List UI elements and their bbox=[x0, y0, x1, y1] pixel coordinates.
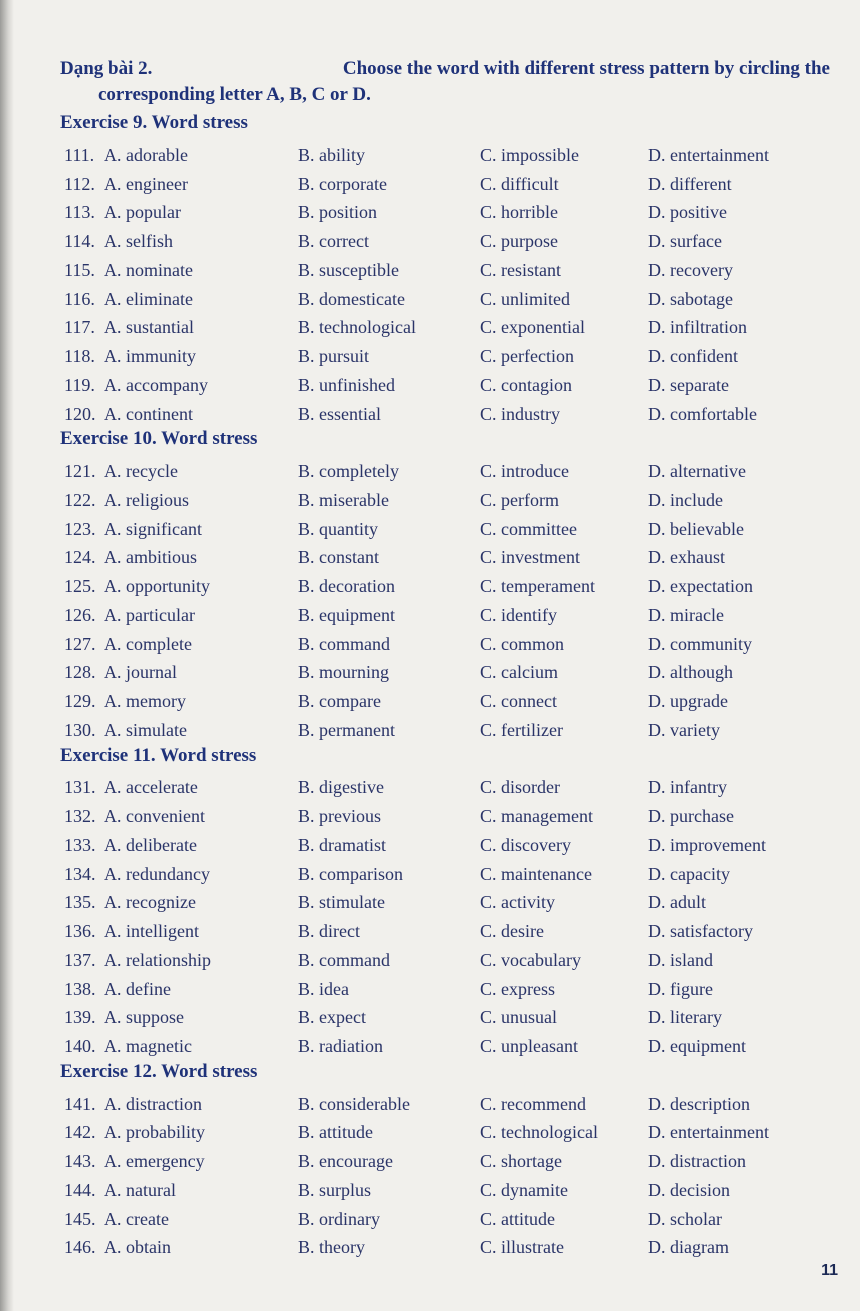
option-c[interactable]: C. unusual bbox=[480, 1007, 558, 1028]
option-b[interactable]: B. expect bbox=[298, 1007, 366, 1028]
option-a[interactable]: A. accompany bbox=[104, 374, 208, 395]
option-b[interactable]: B. pursuit bbox=[298, 346, 370, 366]
option-d[interactable]: D. believable bbox=[648, 518, 744, 539]
option-a[interactable]: A. adorable bbox=[104, 144, 188, 165]
option-b[interactable]: B. previous bbox=[298, 806, 381, 826]
question-number: 136. bbox=[64, 921, 96, 941]
option-d[interactable]: D. exhaust bbox=[648, 547, 725, 568]
option-c[interactable]: C. difficult bbox=[480, 173, 559, 194]
option-c[interactable]: C. industry bbox=[480, 403, 561, 424]
option-a[interactable]: A. engineer bbox=[104, 173, 188, 194]
question-row bbox=[64, 888, 834, 916]
option-c[interactable]: C. vocabulary bbox=[480, 949, 581, 970]
option-c[interactable]: C. management bbox=[480, 806, 593, 826]
option-c[interactable]: C. unpleasant bbox=[480, 1036, 578, 1056]
question-row bbox=[64, 543, 834, 571]
question-row bbox=[64, 256, 834, 284]
question-row bbox=[64, 198, 834, 226]
option-c[interactable]: C. technological bbox=[480, 1122, 598, 1143]
option-c[interactable]: C. unlimited bbox=[480, 288, 570, 309]
option-b[interactable]: B. domesticate bbox=[298, 288, 405, 309]
question-number: 129. bbox=[64, 691, 96, 711]
option-b[interactable]: B. unfinished bbox=[298, 374, 395, 395]
option-b[interactable]: B. decoration bbox=[298, 576, 395, 596]
option-b[interactable]: B. theory bbox=[298, 1237, 365, 1258]
question-row bbox=[64, 1233, 834, 1261]
question-row bbox=[64, 400, 834, 428]
option-d[interactable]: D. sabotage bbox=[648, 288, 733, 309]
task-instruction-line2: corresponding letter A, B, C or D. bbox=[98, 84, 371, 105]
question-row bbox=[64, 1147, 834, 1175]
option-d[interactable]: D. upgrade bbox=[648, 691, 728, 711]
question-number: 144. bbox=[64, 1179, 96, 1200]
option-b[interactable]: B. attitude bbox=[298, 1122, 373, 1143]
question-number: 111. bbox=[64, 144, 95, 165]
option-b[interactable]: B. ordinary bbox=[298, 1208, 380, 1229]
option-b[interactable]: B. essential bbox=[298, 403, 381, 424]
option-d[interactable]: D. decision bbox=[648, 1179, 730, 1200]
option-d[interactable]: D. different bbox=[648, 173, 732, 194]
option-c[interactable]: C. attitude bbox=[480, 1208, 555, 1229]
question-number: 113. bbox=[64, 202, 95, 223]
option-a[interactable]: A. nominate bbox=[104, 259, 193, 280]
option-b[interactable]: B. radiation bbox=[298, 1036, 383, 1056]
option-d[interactable]: D. adult bbox=[648, 892, 706, 913]
option-a[interactable]: A. simulate bbox=[104, 719, 187, 740]
option-a[interactable]: A. obtain bbox=[104, 1237, 171, 1258]
option-a[interactable]: A. create bbox=[104, 1208, 169, 1229]
option-b[interactable]: B. position bbox=[298, 202, 378, 223]
option-a[interactable]: A. significant bbox=[104, 518, 202, 539]
exercise-title: Exercise 12. Word stress bbox=[60, 1060, 258, 1082]
option-a[interactable]: A. relationship bbox=[104, 949, 211, 970]
option-b[interactable]: B. considerable bbox=[298, 1093, 410, 1114]
option-b[interactable]: B. mourning bbox=[298, 662, 390, 683]
question-row bbox=[64, 1003, 834, 1031]
option-a[interactable]: A. define bbox=[104, 978, 171, 999]
option-a[interactable]: A. probability bbox=[104, 1122, 205, 1143]
question-row bbox=[64, 831, 834, 859]
question-number: 131. bbox=[64, 777, 96, 798]
option-c[interactable]: C. common bbox=[480, 633, 564, 654]
option-a[interactable]: A. redundancy bbox=[104, 863, 210, 884]
option-b[interactable]: B. compare bbox=[298, 691, 381, 711]
option-c[interactable]: C. committee bbox=[480, 518, 577, 539]
option-c[interactable]: C. identify bbox=[480, 604, 557, 625]
option-b[interactable]: B. susceptible bbox=[298, 259, 399, 280]
option-d[interactable]: D. surface bbox=[648, 231, 722, 251]
question-number: 145. bbox=[64, 1208, 96, 1229]
question-number: 124. bbox=[64, 547, 96, 568]
question-row bbox=[64, 716, 834, 744]
question-row bbox=[64, 227, 834, 255]
book-binding-shadow bbox=[0, 0, 14, 1311]
option-d[interactable]: D. separate bbox=[648, 374, 729, 395]
option-a[interactable]: A. selfish bbox=[104, 231, 173, 251]
option-b[interactable]: B. completely bbox=[298, 461, 399, 481]
option-d[interactable]: D. figure bbox=[648, 978, 713, 999]
option-d[interactable]: D. alternative bbox=[648, 461, 746, 481]
option-c[interactable]: C. horrible bbox=[480, 202, 558, 223]
option-a[interactable]: A. eliminate bbox=[104, 288, 193, 309]
option-b[interactable]: B. direct bbox=[298, 921, 360, 941]
option-a[interactable]: A. ambitious bbox=[104, 547, 197, 568]
option-b[interactable]: B. correct bbox=[298, 231, 369, 251]
option-a[interactable]: A. immunity bbox=[104, 346, 197, 366]
option-a[interactable]: A. natural bbox=[104, 1179, 176, 1200]
question-number: 135. bbox=[64, 892, 96, 913]
option-a[interactable]: A. recognize bbox=[104, 892, 196, 913]
option-a[interactable]: A. recycle bbox=[104, 461, 178, 481]
option-c[interactable]: C. maintenance bbox=[480, 863, 592, 884]
option-d[interactable]: D. literary bbox=[648, 1007, 722, 1028]
option-c[interactable]: C. impossible bbox=[480, 144, 580, 165]
option-b[interactable]: B. digestive bbox=[298, 777, 384, 798]
option-c[interactable]: C. purpose bbox=[480, 231, 558, 251]
option-b[interactable]: B. equipment bbox=[298, 604, 395, 625]
option-d[interactable]: D. include bbox=[648, 489, 723, 510]
question-row bbox=[64, 457, 834, 485]
question-number: 122. bbox=[64, 489, 96, 510]
option-d[interactable]: D. capacity bbox=[648, 863, 730, 884]
option-a[interactable]: A. journal bbox=[104, 662, 177, 683]
question-number: 128. bbox=[64, 662, 96, 683]
option-c[interactable]: C. desire bbox=[480, 921, 544, 941]
option-a[interactable]: A. opportunity bbox=[104, 576, 210, 596]
question-number: 119. bbox=[64, 374, 95, 395]
question-number: 118. bbox=[64, 346, 95, 366]
option-b[interactable]: B. encourage bbox=[298, 1151, 393, 1171]
option-b[interactable]: B. ability bbox=[298, 144, 365, 165]
option-b[interactable]: B. surplus bbox=[298, 1179, 372, 1200]
exercise-title: Exercise 9. Word stress bbox=[60, 112, 248, 133]
question-row bbox=[64, 170, 834, 198]
question-number: 143. bbox=[64, 1151, 96, 1171]
option-c[interactable]: C. recommend bbox=[480, 1093, 586, 1114]
option-b[interactable]: B. command bbox=[298, 633, 390, 654]
option-d[interactable]: D. recovery bbox=[648, 259, 733, 280]
option-d[interactable]: D. scholar bbox=[648, 1208, 722, 1229]
option-d[interactable]: D. expectation bbox=[648, 576, 753, 596]
option-a[interactable]: A. memory bbox=[104, 691, 186, 711]
option-d[interactable]: D. distraction bbox=[648, 1151, 746, 1171]
question-row bbox=[64, 1090, 834, 1118]
option-d[interactable]: D. confident bbox=[648, 346, 738, 366]
option-d[interactable]: D. infantry bbox=[648, 777, 727, 798]
question-row bbox=[64, 285, 834, 313]
question-row bbox=[64, 141, 834, 169]
option-b[interactable]: B. technological bbox=[298, 317, 416, 338]
option-b[interactable]: B. permanent bbox=[298, 719, 395, 740]
option-a[interactable]: A. distraction bbox=[104, 1093, 202, 1114]
option-a[interactable]: A. religious bbox=[104, 489, 189, 510]
option-c[interactable]: C. dynamite bbox=[480, 1179, 568, 1200]
option-b[interactable]: B. idea bbox=[298, 978, 349, 999]
option-c[interactable]: C. express bbox=[480, 978, 555, 999]
question-row bbox=[64, 917, 834, 945]
option-c[interactable]: C. illustrate bbox=[480, 1237, 564, 1258]
option-d[interactable]: D. infiltration bbox=[648, 317, 747, 338]
option-b[interactable]: B. command bbox=[298, 949, 390, 970]
question-row bbox=[64, 630, 834, 658]
question-row bbox=[64, 371, 834, 399]
option-c[interactable]: C. shortage bbox=[480, 1151, 562, 1171]
question-number: 114. bbox=[64, 231, 95, 251]
question-row bbox=[64, 342, 834, 370]
option-c[interactable]: C. exponential bbox=[480, 317, 585, 338]
option-a[interactable]: A. accelerate bbox=[104, 777, 198, 798]
exercise-title: Exercise 11. Word stress bbox=[60, 744, 257, 766]
question-row bbox=[64, 1032, 834, 1060]
option-d[interactable]: D. although bbox=[648, 662, 733, 683]
option-c[interactable]: C. investment bbox=[480, 547, 580, 568]
question-number: 112. bbox=[64, 173, 95, 194]
option-a[interactable]: A. emergency bbox=[104, 1151, 205, 1171]
question-row bbox=[64, 1118, 834, 1146]
option-b[interactable]: B. quantity bbox=[298, 518, 378, 539]
question-row bbox=[64, 658, 834, 686]
question-row bbox=[64, 572, 834, 600]
option-d[interactable]: D. purchase bbox=[648, 806, 734, 826]
option-a[interactable]: A. sustantial bbox=[104, 317, 194, 338]
question-number: 141. bbox=[64, 1093, 96, 1114]
question-number: 140. bbox=[64, 1036, 96, 1056]
question-number: 115. bbox=[64, 259, 95, 280]
exercise-title: Exercise 10. Word stress bbox=[60, 428, 258, 450]
option-d[interactable]: D. description bbox=[648, 1093, 750, 1114]
question-row bbox=[64, 975, 834, 1003]
question-number: 121. bbox=[64, 461, 96, 481]
task-instruction: Choose the word with different stress pattern by circling the bbox=[342, 58, 830, 79]
page-number: 11 bbox=[821, 1262, 838, 1279]
option-b[interactable]: B. stimulate bbox=[298, 892, 385, 913]
option-b[interactable]: B. corporate bbox=[298, 173, 387, 194]
option-d[interactable]: D. positive bbox=[648, 202, 727, 223]
question-row bbox=[64, 946, 834, 974]
question-row bbox=[64, 1176, 834, 1204]
question-number: 134. bbox=[64, 863, 96, 884]
option-d[interactable]: D. entertainment bbox=[648, 144, 769, 165]
option-b[interactable]: B. comparison bbox=[298, 863, 403, 884]
question-number: 123. bbox=[64, 518, 96, 539]
question-row bbox=[64, 486, 834, 514]
question-number: 139. bbox=[64, 1007, 96, 1028]
option-d[interactable]: D. equipment bbox=[648, 1036, 746, 1056]
question-number: 117. bbox=[64, 317, 95, 338]
question-row bbox=[64, 687, 834, 715]
option-a[interactable]: A. continent bbox=[104, 403, 193, 424]
option-c[interactable]: C. discovery bbox=[480, 834, 571, 855]
question-row bbox=[64, 860, 834, 888]
question-number: 126. bbox=[64, 604, 96, 625]
option-c[interactable]: C. perfection bbox=[480, 346, 574, 366]
option-a[interactable]: A. deliberate bbox=[104, 834, 197, 855]
question-row bbox=[64, 313, 834, 341]
option-c[interactable]: C. resistant bbox=[480, 259, 561, 280]
task-label: Dạng bài 2. bbox=[60, 58, 153, 79]
question-number: 132. bbox=[64, 806, 96, 826]
question-row bbox=[64, 802, 834, 830]
question-row bbox=[64, 1205, 834, 1233]
option-a[interactable]: A. particular bbox=[104, 604, 195, 625]
option-b[interactable]: B. dramatist bbox=[298, 834, 386, 855]
option-d[interactable]: D. improvement bbox=[648, 834, 766, 855]
option-d[interactable]: D. diagram bbox=[648, 1237, 729, 1258]
question-number: 142. bbox=[64, 1122, 96, 1143]
option-c[interactable]: C. temperament bbox=[480, 576, 595, 596]
option-d[interactable]: D. community bbox=[648, 633, 752, 654]
option-d[interactable]: D. comfortable bbox=[648, 403, 757, 424]
option-c[interactable]: C. disorder bbox=[480, 777, 560, 798]
option-d[interactable]: D. variety bbox=[648, 719, 720, 740]
question-number: 146. bbox=[64, 1237, 96, 1258]
option-a[interactable]: A. popular bbox=[104, 202, 181, 223]
option-a[interactable]: A. magnetic bbox=[104, 1036, 192, 1056]
option-a[interactable]: A. complete bbox=[104, 633, 192, 654]
option-c[interactable]: C. calcium bbox=[480, 662, 558, 683]
option-d[interactable]: D. miracle bbox=[648, 604, 724, 625]
option-d[interactable]: D. island bbox=[648, 949, 713, 970]
option-d[interactable]: D. entertainment bbox=[648, 1122, 769, 1143]
option-a[interactable]: A. suppose bbox=[104, 1007, 184, 1028]
option-b[interactable]: B. constant bbox=[298, 547, 379, 568]
option-c[interactable]: C. perform bbox=[480, 489, 559, 510]
question-row bbox=[64, 773, 834, 801]
option-a[interactable]: A. convenient bbox=[104, 806, 205, 826]
question-number: 137. bbox=[64, 949, 96, 970]
option-b[interactable]: B. miserable bbox=[298, 489, 389, 510]
option-c[interactable]: C. fertilizer bbox=[480, 719, 563, 740]
question-row bbox=[64, 515, 834, 543]
option-c[interactable]: C. activity bbox=[480, 892, 555, 913]
option-c[interactable]: C. contagion bbox=[480, 374, 572, 395]
question-number: 133. bbox=[64, 834, 96, 855]
option-c[interactable]: C. connect bbox=[480, 691, 557, 711]
question-number: 130. bbox=[64, 719, 96, 740]
question-row bbox=[64, 601, 834, 629]
task-heading bbox=[60, 56, 830, 108]
question-number: 125. bbox=[64, 576, 96, 596]
question-number: 120. bbox=[64, 403, 96, 424]
option-d[interactable]: D. satisfactory bbox=[648, 921, 753, 941]
option-a[interactable]: A. intelligent bbox=[104, 921, 199, 941]
question-number: 138. bbox=[64, 978, 96, 999]
question-number: 127. bbox=[64, 633, 96, 654]
option-c[interactable]: C. introduce bbox=[480, 461, 569, 481]
question-number: 116. bbox=[64, 288, 95, 309]
